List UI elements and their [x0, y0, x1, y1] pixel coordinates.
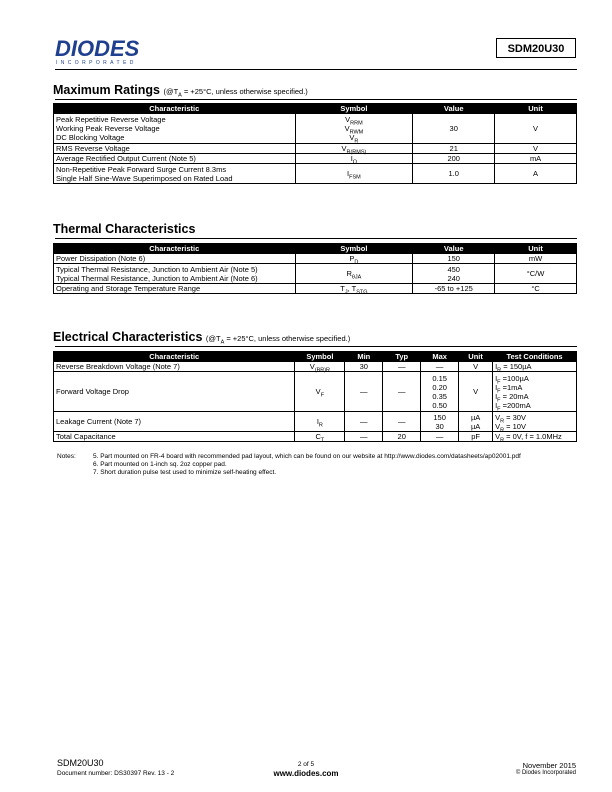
notes-label: Notes: — [57, 453, 76, 460]
symbol-cell: $V_F$ — [295, 372, 345, 412]
unit-cell: µA µA — [459, 412, 493, 432]
thermal-rule — [55, 238, 577, 239]
symbol-cell: $V_{RRM}$ $V_{RWM}$ $V_R$ — [295, 114, 413, 144]
note-7: 7. Short duration pulse test used to minimize self-heating effect. — [93, 469, 277, 476]
characteristic-cell: Typical Thermal Resistance, Junction to Ambient Air (Note 5) Typical Thermal Resistance, Junction to Ambient Air (Note 6) — [54, 264, 296, 284]
value-cell: 21 — [413, 144, 495, 154]
max-ratings-condition: ($@T_A = +25^\circ C$, unless otherwise specified.) — [163, 87, 308, 99]
col-header: Value — [413, 244, 495, 254]
value-cell: 450 240 — [413, 264, 495, 284]
table-row — [54, 412, 577, 432]
col-header: Symbol — [295, 352, 345, 362]
characteristic-cell: Reverse Breakdown Voltage (Note 7) — [54, 362, 295, 372]
typ-cell: — — [383, 362, 421, 372]
typ-cell: 20 — [383, 432, 421, 442]
thermal-title: Thermal Characteristics — [53, 222, 196, 236]
unit-cell: °C — [495, 284, 577, 294]
test-condition-cell: $V_R = 30V$ $V_R = 10V$ — [493, 412, 577, 432]
electrical-title: Electrical Characteristics — [53, 330, 203, 344]
footer-date: November 2015 — [522, 761, 576, 770]
max-cell: 150 30 — [421, 412, 459, 432]
min-cell: — — [345, 372, 383, 412]
symbol-cell: $V_{(BR)R}$ — [295, 362, 345, 372]
max-cell: 0.15 0.20 0.35 0.50 — [421, 372, 459, 412]
diodes-logo — [55, 36, 160, 66]
test-condition-cell: $I_F =100\mu A$ $I_F =1mA$ $I_F = 20mA$ $I_F =200mA$ — [493, 372, 577, 412]
typ-cell: — — [383, 372, 421, 412]
value-cell: 200 — [413, 154, 495, 164]
electrical-condition: ($@T_A = +25^\circ C$, unless otherwise specified.) — [205, 334, 351, 346]
unit-cell: A — [495, 164, 577, 184]
symbol-cell: $R_{\theta JA}$ — [295, 264, 413, 284]
test-condition-cell: $I_R = 150\mu A$ — [493, 362, 577, 372]
col-header: Unit — [459, 352, 493, 362]
characteristic-cell: Forward Voltage Drop — [54, 372, 295, 412]
col-header: Max — [421, 352, 459, 362]
table-header-row — [54, 104, 577, 114]
electrical-table — [53, 351, 577, 442]
logo-subtext: INCORPORATED — [56, 60, 137, 66]
characteristic-cell: Total Capacitance — [54, 432, 295, 442]
symbol-cell: $C_T$ — [295, 432, 345, 442]
col-header: Symbol — [295, 104, 413, 114]
characteristic-cell: RMS Reverse Voltage — [54, 144, 296, 154]
unit-cell: pF — [459, 432, 493, 442]
table-row — [54, 372, 577, 412]
table-header-row — [54, 352, 577, 362]
symbol-cell: $I_O$ — [295, 154, 413, 164]
characteristic-cell: Non-Repetitive Peak Forward Surge Current 8.3ms Single Half Sine-Wave Superimposed on Rated Load — [54, 164, 296, 184]
note-6: 6. Part mounted on 1-inch sq. 2oz copper pad. — [93, 461, 227, 468]
unit-cell: mA — [495, 154, 577, 164]
characteristic-cell: Peak Repetitive Reverse Voltage Working Peak Reverse Voltage DC Blocking Voltage — [54, 114, 296, 144]
header-rule — [55, 69, 577, 70]
table-row — [54, 264, 577, 284]
part-number-box: SDM20U30 — [496, 38, 576, 58]
table-row — [54, 144, 577, 154]
table-row — [54, 154, 577, 164]
thermal-table — [53, 243, 577, 294]
value-cell: 1.0 — [413, 164, 495, 184]
col-header: Test Conditions — [493, 352, 577, 362]
unit-cell: °C/W — [495, 264, 577, 284]
unit-cell: V — [459, 362, 493, 372]
table-row — [54, 284, 577, 294]
max-ratings-heading — [53, 83, 308, 97]
logo-text: DIODES — [55, 36, 140, 61]
max-cell: — — [421, 362, 459, 372]
characteristic-cell: Power Dissipation (Note 6) — [54, 254, 296, 264]
thermal-heading — [53, 222, 195, 236]
symbol-cell: $V_{R(RMS)}$ — [295, 144, 413, 154]
footer-document-number: Document number: DS30397 Rev. 13 - 2 — [57, 770, 175, 777]
note-5: 5. Part mounted on FR-4 board with recommended pad layout, which can be found on our website at http://www.diodes.com/datasheets/ap02001.pdf — [93, 453, 521, 460]
table-row — [54, 254, 577, 264]
footer-copyright: © Diodes Incorporated — [515, 770, 576, 776]
col-header: Characteristic — [54, 244, 296, 254]
electrical-heading — [53, 330, 350, 344]
characteristic-cell: Leakage Current (Note 7) — [54, 412, 295, 432]
col-header: Characteristic — [54, 104, 296, 114]
col-header: Symbol — [295, 244, 413, 254]
characteristic-cell: Operating and Storage Temperature Range — [54, 284, 296, 294]
table-row — [54, 114, 577, 144]
symbol-cell: $I_R$ — [295, 412, 345, 432]
max-ratings-title: Maximum Ratings — [53, 83, 160, 97]
table-row — [54, 362, 577, 372]
symbol-cell: $I_{FSM}$ — [295, 164, 413, 184]
value-cell: 30 — [413, 114, 495, 144]
symbol-cell: $P_D$ — [295, 254, 413, 264]
col-header: Characteristic — [54, 352, 295, 362]
max-cell: — — [421, 432, 459, 442]
table-row — [54, 164, 577, 184]
footer-website-link[interactable]: www.diodes.com — [273, 769, 339, 778]
value-cell: 150 — [413, 254, 495, 264]
unit-cell: mW — [495, 254, 577, 264]
table-row — [54, 432, 577, 442]
value-cell: -65 to +125 — [413, 284, 495, 294]
test-condition-cell: $V_R = 0V$, f = 1.0MHz — [493, 432, 577, 442]
symbol-cell: $T_J$, $T_{STG}$ — [295, 284, 413, 294]
electrical-rule — [55, 346, 577, 347]
col-header: Min — [345, 352, 383, 362]
col-header: Value — [413, 104, 495, 114]
unit-cell: V — [459, 372, 493, 412]
typ-cell: — — [383, 412, 421, 432]
unit-cell: V — [495, 114, 577, 144]
unit-cell: V — [495, 144, 577, 154]
col-header: Typ — [383, 352, 421, 362]
table-header-row — [54, 244, 577, 254]
max-ratings-rule — [55, 99, 577, 100]
characteristic-cell: Average Rectified Output Current (Note 5) — [54, 154, 296, 164]
min-cell: — — [345, 432, 383, 442]
max-ratings-table — [53, 103, 577, 184]
min-cell: — — [345, 412, 383, 432]
col-header: Unit — [495, 104, 577, 114]
col-header: Unit — [495, 244, 577, 254]
min-cell: 30 — [345, 362, 383, 372]
footer-page-number: 2 of 5 — [297, 761, 315, 768]
footer-part-number: SDM20U30 — [57, 758, 104, 768]
